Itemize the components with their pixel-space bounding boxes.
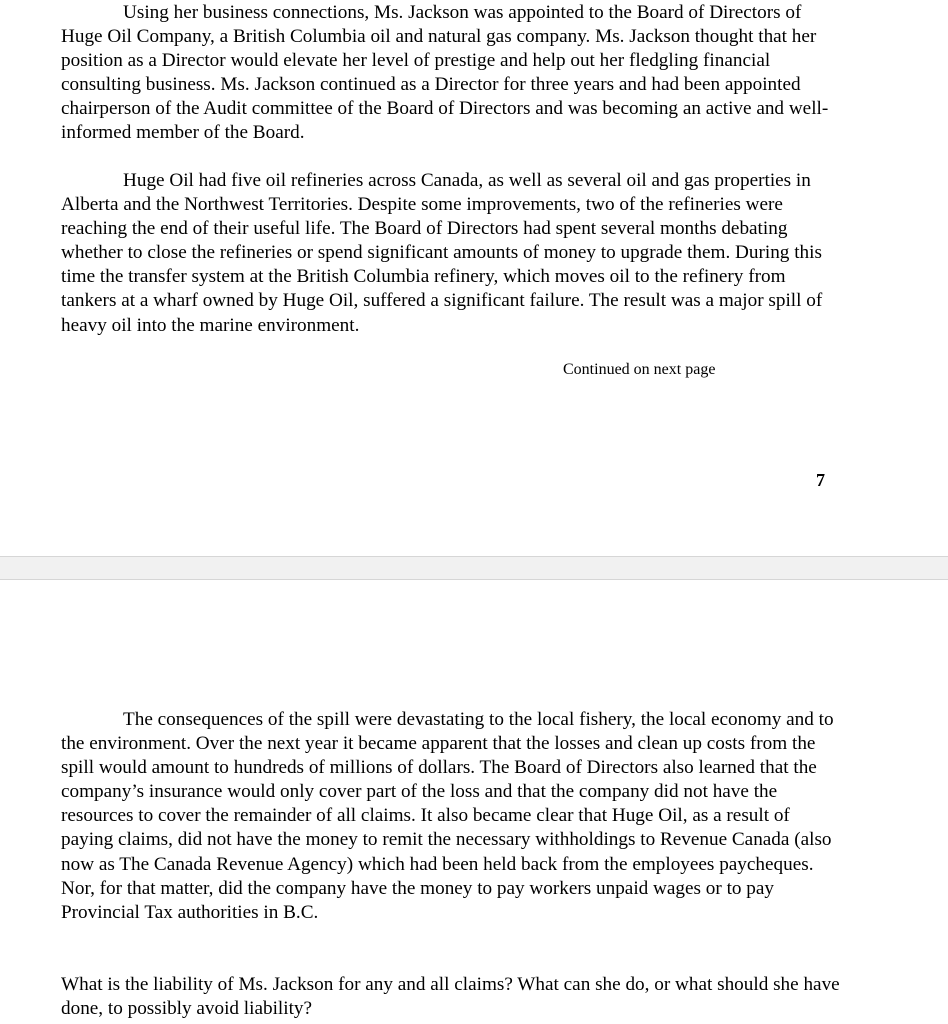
page-separator bbox=[0, 556, 948, 580]
paragraph-refineries-spill: Huge Oil had five oil refineries across Canada, as well as several oil and gas properties in Alberta and the Northwest Territories. Despite some improvements, two of the refineries were reaching the end of their useful life. The Board of Directors had spent several months debating whether to close the refineries or spend significant amounts of money to upgrade them. During this time the transfer system at the British Columbia refinery, which moves oil to the refinery from tankers at a wharf owned by Huge Oil, suffered a significant failure. The result was a major spill of heavy oil into the marine environment. bbox=[61, 170, 823, 336]
paragraph-spill-consequences: The consequences of the spill were devastating to the local fishery, the local economy and to the environment. Over the next year it became apparent that the losses and clean up costs from the spill would amount to hundreds of millions of dollars. The Board of Directors also learned that the company’s insurance would only cover part of the loss and that the company did not have the resources to cover the remainder of all claims. It also became clear that Huge Oil, as a result of paying claims, did not have the money to remit the necessary withholdings to Revenue Canada (also now as The Canada Revenue Agency) which had been held back from the employees paycheques. Nor, for that matter, did the company have the money to pay workers unpaid wages or to pay Provincial Tax authorities in B.C. bbox=[61, 709, 834, 923]
document-page-8 bbox=[0, 580, 948, 1024]
page-number: 7 bbox=[816, 470, 825, 490]
continued-note: Continued on next page bbox=[563, 361, 716, 378]
paragraph-question: What is the liability of Ms. Jackson for any and all claims? What can she do, or what should she have done, to possibly avoid liability? bbox=[61, 974, 840, 1020]
paragraph-board-appointment: Using her business connections, Ms. Jackson was appointed to the Board of Directors of Huge Oil Company, a British Columbia oil and natural gas company. Ms. Jackson thought that her position as a Director would elevate her level of prestige and help out her fledgling financial consulting business. Ms. Jackson continued as a Director for three years and had been appointed chairperson of the Audit committee of the Board of Directors and was becoming an active and well-informed member of the Board. bbox=[61, 2, 829, 144]
